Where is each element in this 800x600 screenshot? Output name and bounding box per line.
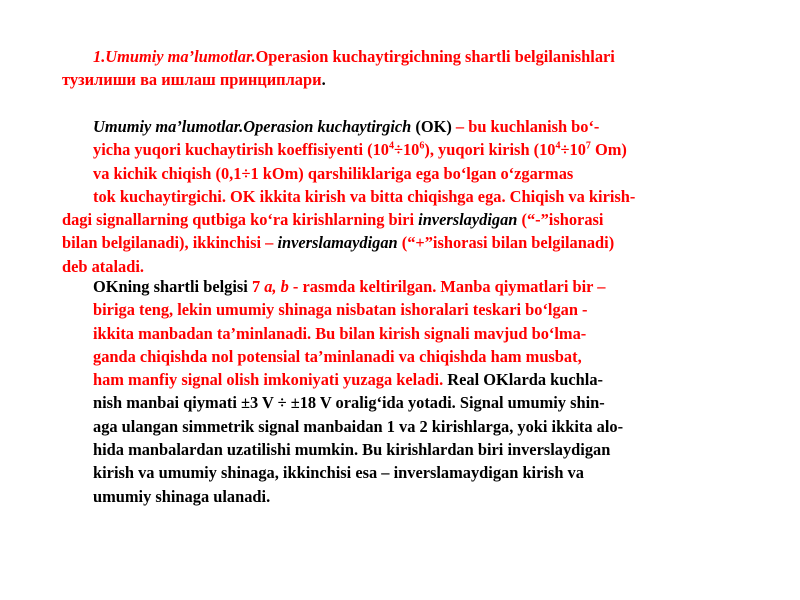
text-span: bilan belgilanadi), ikkinchisi – — [62, 233, 278, 253]
term-noninverting: inverslamaydigan — [277, 233, 398, 253]
heading-line-1 — [0, 45, 615, 68]
text-span: OKning shartli belgisi — [93, 277, 252, 296]
text-span: – bu kuchlanish bo‘- — [451, 117, 600, 136]
text-line: biriga teng, lekin umumiy shinaga nisbatan ishoralari teskari bo‘lgan - — [93, 300, 588, 320]
text-line — [0, 115, 635, 138]
text-span: yicha yuqori kuchaytirish koeffisiyenti (10 — [93, 140, 389, 160]
paragraph-symbol — [0, 275, 623, 508]
text-line: kirish va umumiy shinaga, ikkinchisi esa – inverslamaydigan kirish va — [93, 463, 584, 483]
text-span: ham manfiy signal olish imkoniyati yuzaga keladi. — [93, 370, 444, 390]
text-span: ÷10 — [393, 140, 420, 160]
text-span: ), yuqori kirish (10 — [424, 140, 556, 160]
heading-dot: . — [321, 70, 326, 90]
text-span: Real OKlarda kuchla- — [443, 370, 604, 390]
figure-number: 7 — [251, 277, 265, 296]
text-span: dagi signallarning qutbiga ko‘ra kirishlarning biri — [62, 210, 419, 230]
paragraph-definition — [0, 115, 635, 278]
text-line — [0, 208, 635, 231]
text-line: aga ulangan simmetrik signal manbaidan 1 va 2 kirishlarga, yoki ikkita alo- — [93, 416, 624, 436]
superscript: 4 — [555, 140, 561, 152]
heading — [0, 45, 615, 92]
text-line — [0, 368, 623, 391]
text-span: ÷10 — [560, 140, 586, 160]
text-line: hida manbalardan uzatilishi mumkin. Bu kirishlardan biri inverslaydigan — [93, 440, 611, 460]
text-line: va kichik chiqish (0,1÷1 kOm) qarshiliklariga ega bo‘lgan o‘zgarmas — [93, 163, 574, 183]
text-span: (“-”ishorasi — [517, 210, 604, 230]
heading-cyrillic: тузилиши ва ишлаш принциплари — [62, 70, 322, 90]
text-line: tok kuchaytirgichi. OK ikkita kirish va bitta chiqishga ega. Chiqish va kirish- — [93, 186, 636, 206]
text-span: - rasmda keltirilgan. Manba qiymatlari bir – — [288, 277, 606, 296]
text-line: ganda chiqishda nol potensial ta’minlanadi va chiqishda ham musbat, — [93, 346, 582, 366]
text-line: ikkita manbadan ta’minlanadi. Bu bilan kirish signali mavjud bo‘lma- — [93, 323, 587, 343]
superscript: 6 — [419, 140, 425, 152]
text-line: deb ataladi. — [62, 256, 144, 276]
heading-title: Operasion kuchaytirgichning shartli belgilanishlari — [255, 47, 615, 66]
abbr-ok: (OK) — [411, 117, 452, 136]
text-line: nish manbai qiymati ±3 V ÷ ±18 V oralig‘ida yotadi. Signal umumiy shin- — [93, 393, 605, 413]
heading-line-2 — [0, 68, 615, 91]
term-italic: Umumiy ma’lumotlar.Operasion kuchaytirgich — [93, 117, 412, 136]
text-line — [0, 231, 635, 254]
text-line: umumiy shinaga ulanadi. — [93, 486, 271, 506]
text-line — [0, 138, 635, 161]
text-span: (“+”ishorasi bilan belgilanadi) — [397, 233, 615, 253]
text-span: Om) — [590, 140, 627, 160]
text-line — [0, 275, 623, 298]
figure-letters: a, b — [264, 277, 289, 296]
heading-number: 1.Umumiy ma’lumotlar. — [93, 47, 256, 66]
term-inverting: inverslaydigan — [418, 210, 518, 230]
superscript: 7 — [585, 140, 591, 152]
superscript: 4 — [388, 140, 394, 152]
